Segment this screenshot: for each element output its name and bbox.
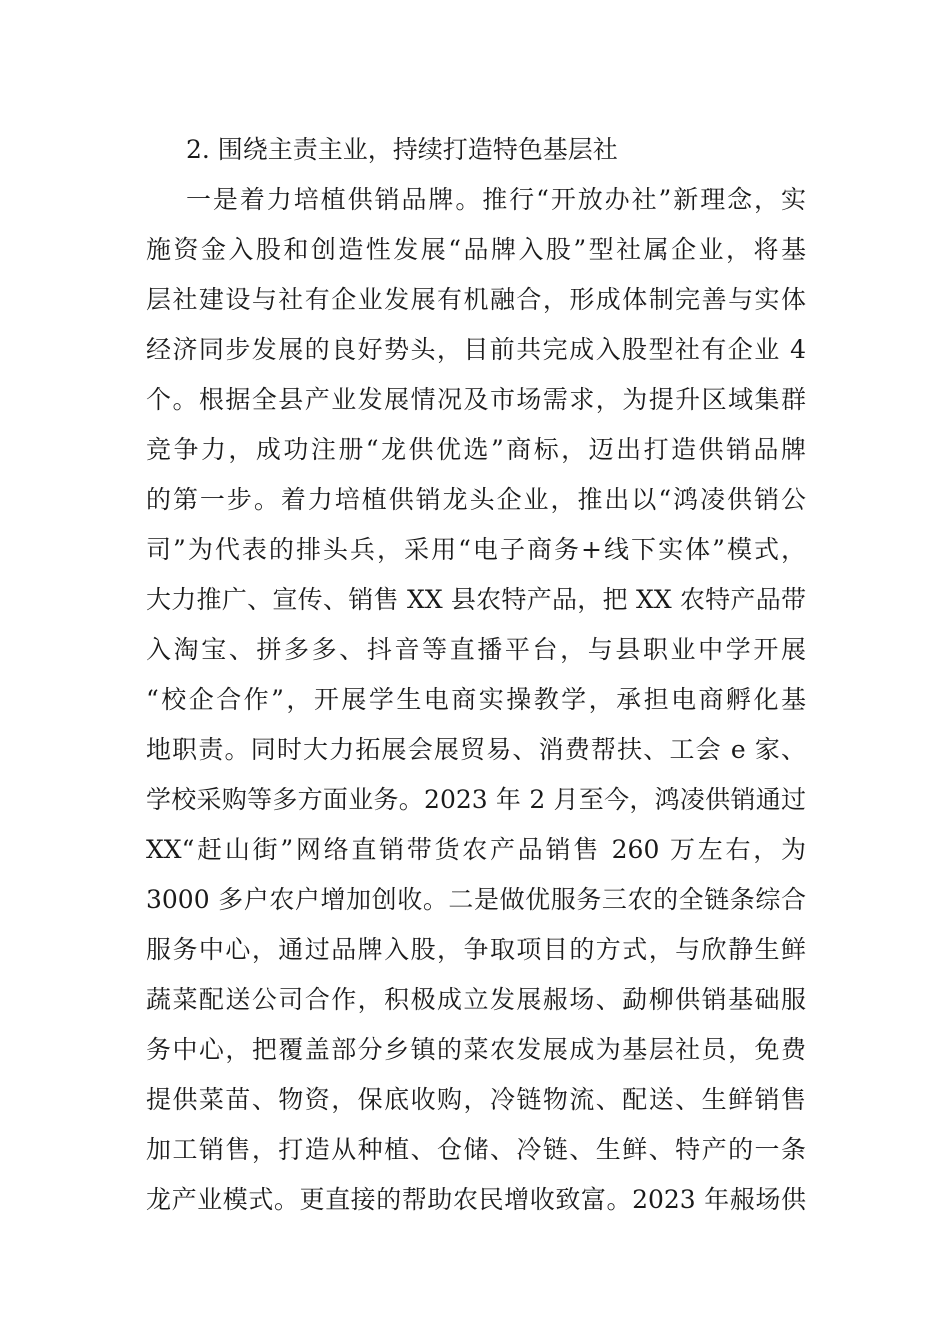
paragraph-line: 3000 多户农户增加创收。二是做优服务三农的全链条综合 <box>146 885 806 914</box>
paragraph-line: 竞争力，成功注册“龙供优选”商标，迈出打造供销品牌 <box>146 435 806 464</box>
paragraph-line: 务中心，把覆盖部分乡镇的菜农发展成为基层社员，免费 <box>146 1035 806 1064</box>
paragraph-line: 司”为代表的排头兵，采用“电子商务+线下实体”模式， <box>146 535 806 564</box>
paragraph-line: 学校采购等多方面业务。2023 年 2 月至今，鸿凌供销通过 <box>146 785 806 814</box>
paragraph-line: 地职责。同时大力拓展会展贸易、消费帮扶、工会 e 家、 <box>146 735 806 764</box>
paragraph-line: 经济同步发展的良好势头，目前共完成入股型社有企业 4 <box>146 335 806 364</box>
paragraph-line: 施资金入股和创造性发展“品牌入股”型社属企业，将基 <box>146 235 806 264</box>
paragraph-line: 层社建设与社有企业发展有机融合，形成体制完善与实体 <box>146 285 806 314</box>
paragraph-line: 大力推广、宣传、销售 XX 县农特产品，把 XX 农特产品带 <box>146 585 806 614</box>
paragraph-line: 提供菜苗、物资，保底收购，冷链物流、配送、生鲜销售 <box>146 1085 806 1114</box>
paragraph-line: 服务中心，通过品牌入股，争取项目的方式，与欣静生鲜 <box>146 935 806 964</box>
paragraph-line: 入淘宝、拼多多、抖音等直播平台，与县职业中学开展 <box>146 635 806 664</box>
paragraph-line: 的第一步。着力培植供销龙头企业，推出以“鸿凌供销公 <box>146 485 806 514</box>
section-heading: 2. 围绕主责主业，持续打造特色基层社 <box>186 135 618 164</box>
paragraph-line: 一是着力培植供销品牌。推行“开放办社”新理念，实 <box>186 185 806 214</box>
paragraph-line: 加工销售，打造从种植、仓储、冷链、生鲜、特产的一条 <box>146 1135 806 1164</box>
paragraph-line: 龙产业模式。更直接的帮助农民增收致富。2023 年赧场供 <box>146 1185 806 1214</box>
paragraph-line: XX“赶山街”网络直销带货农产品销售 260 万左右，为 <box>146 835 806 864</box>
paragraph-line: 蔬菜配送公司合作，积极成立发展赧场、勐柳供销基础服 <box>146 985 806 1014</box>
paragraph-line: 个。根据全县产业发展情况及市场需求，为提升区域集群 <box>146 385 806 414</box>
paragraph-line: “校企合作”，开展学生电商实操教学，承担电商孵化基 <box>146 685 806 714</box>
